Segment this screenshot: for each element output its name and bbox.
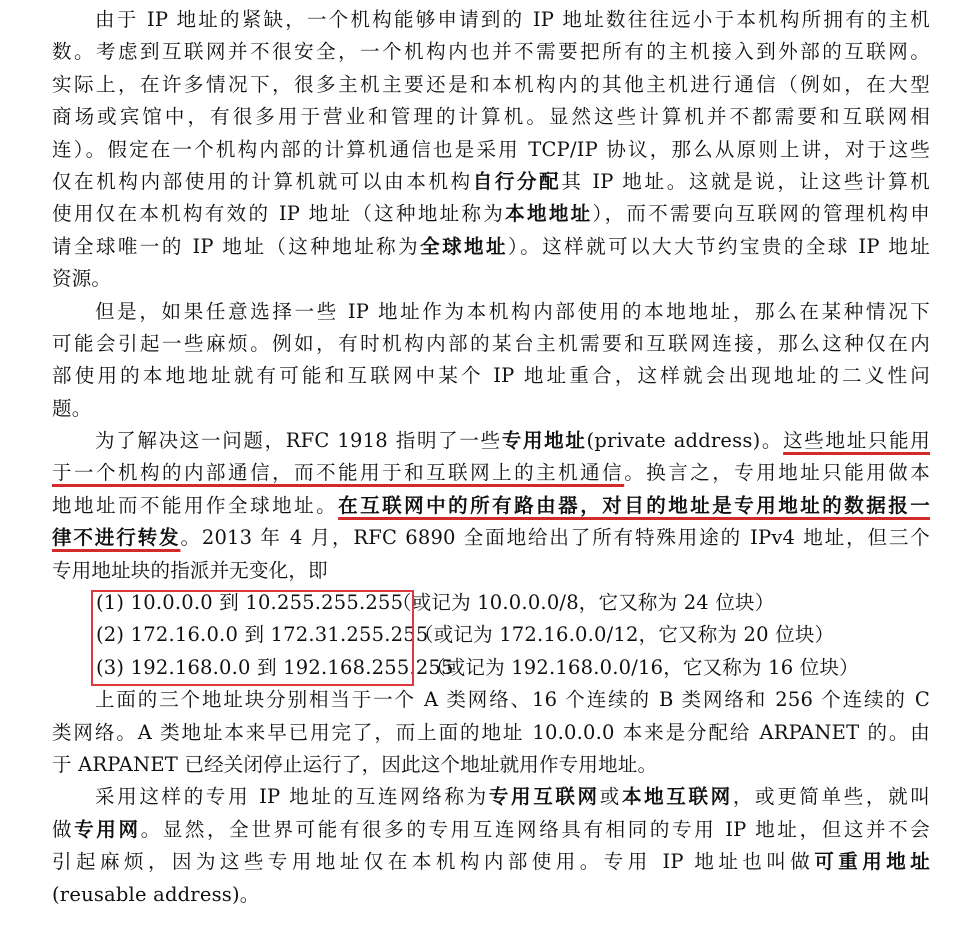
text-line: 部使用的本地地址就有可能和互联网中某个 IP 地址重合，这样就会出现地址的二义性问 (52, 364, 930, 388)
address-range: (1) 10.0.0.0 到 10.255.255.255 (96, 591, 404, 615)
term-private-network: 专用网 (74, 817, 141, 841)
address-note: （或记为 192.168.0.0/16，它又称为 16 位块） (426, 655, 859, 679)
text-span: 请全球唯一的 IP 地址（这种地址称为 (52, 234, 421, 258)
text-line: 但是，如果任意选择一些 IP 地址作为本机构内部使用的本地地址，那么在某种情况下 (95, 299, 930, 323)
text-span: 做 (52, 817, 75, 841)
text-line (52, 814, 930, 846)
text-span: 为了解决这一问题，RFC 1918 指明了一些 (95, 429, 502, 453)
text-line: 上面的三个地址块分别相当于一个 A 类网络、16 个连续的 B 类网络和 256 个连续的 C (95, 688, 930, 712)
text-line (52, 231, 930, 263)
term-local-internet: 本地互联网 (621, 785, 733, 809)
address-note: （或记为 10.0.0.0/8，它又称为 24 位块） (392, 591, 775, 615)
text-line: 题。 (52, 396, 92, 420)
text-line (52, 166, 930, 198)
text-line (52, 490, 930, 522)
text-span: 使用仅在本机构有效的 IP 地址（这种地址称为 (52, 202, 506, 226)
text-line: 可能会引起一些麻烦。例如，有时机构内部的某台主机需要和互联网连接，那么这种仅在内 (52, 331, 930, 355)
text-span: 或 (599, 785, 622, 809)
text-line (52, 781, 930, 813)
text-span: 引起麻烦，因为这些专用地址仅在本机构内部使用。专用 IP 地址也叫做 (52, 850, 815, 874)
text-line: 实际上，在许多情况下，很多主机主要还是和本机构内的其他主机进行通信（例如，在大型 (52, 72, 930, 96)
text-line: 商场或宾馆中，有很多用于营业和管理的计算机。显然这些计算机并不都需要和互联网相 (52, 105, 930, 129)
text-line (52, 198, 930, 230)
address-note: （或记为 172.16.0.0/12，它又称为 20 位块） (414, 623, 835, 647)
address-highlight-box (91, 590, 429, 686)
text-span: 。换言之，专用地址只能用做本 (624, 461, 930, 485)
text-line (52, 522, 930, 554)
text-span: ，或更简单些，就叫 (732, 785, 930, 809)
text-span: 其 IP 地址。这就是说，让这些计算机 (561, 169, 930, 193)
text-line: 由于 IP 地址的紧缺，一个机构能够申请到的 IP 地址数往往远小于本机构所拥有的主机 (95, 8, 930, 31)
term-local-address: 本地地址 (505, 202, 593, 226)
term-private-internet: 专用互联网 (488, 785, 600, 809)
text-span: 。2013 年 4 月，RFC 6890 全面地给出了所有特殊用途的 IPv4 地址，但三个 (180, 526, 930, 550)
text-line (52, 425, 930, 457)
underlined-text: 于一个机构的内部通信，而不能用于和互联网上的主机通信 (52, 461, 625, 485)
address-range: (3) 192.168.0.0 到 192.168.255.255 (96, 655, 454, 679)
address-range: (2) 172.16.0.0 到 172.31.255.255 (96, 623, 429, 647)
text-line: (reusable address)。 (52, 882, 260, 906)
term-reusable-address: 可重用地址 (814, 850, 930, 874)
term-global-address: 全球地址 (420, 234, 508, 258)
underlined-bold-text: 在互联网中的所有路由器，对目的地址是专用地址的数据报一 (338, 493, 930, 517)
text-span: ），而不需要向互联网的管理机构申 (592, 202, 930, 226)
text-line: 连）。假定在一个机构内部的计算机通信也是采用 TCP/IP 协议，那么从原则上讲，对于这些 (52, 137, 930, 161)
underlined-bold-text: 律不进行转发 (52, 526, 181, 550)
term-private-address: 专用地址 (501, 429, 587, 453)
text-line: 类网络。A 类地址本来早已用完了，而上面的地址 10.0.0.0 本来是分配给 ARPANET 的。由 (52, 720, 930, 744)
text-line (52, 457, 930, 489)
text-span: 采用这样的专用 IP 地址的互连网络称为 (95, 785, 489, 809)
document-page (52, 4, 930, 911)
text-line: 专用地址块的指派并无变化，即 (52, 558, 328, 582)
term-self-allocate: 自行分配 (472, 169, 562, 193)
text-span: 地地址而不能用作全球地址。 (52, 493, 339, 517)
text-line: 数。考虑到互联网并不很安全，一个机构内也并不需要把所有的主机接入到外部的互联网。 (52, 40, 930, 64)
underlined-text: 这些地址只能用 (783, 429, 930, 453)
text-span: 仅在机构内部使用的计算机就可以由本机构 (52, 169, 473, 193)
text-span: (private address)。 (586, 429, 784, 453)
text-span: 。显然，全世界可能有很多的专用互连网络具有相同的专用 IP 地址，但这并不会 (140, 817, 930, 841)
text-line: 资源。 (52, 267, 112, 291)
text-span: ）。这样就可以大大节约宝贵的全球 IP 地址 (508, 234, 930, 258)
text-line: 于 ARPANET 已经关闭停止运行了，因此这个地址就用作专用地址。 (52, 752, 658, 776)
text-line (52, 846, 930, 878)
